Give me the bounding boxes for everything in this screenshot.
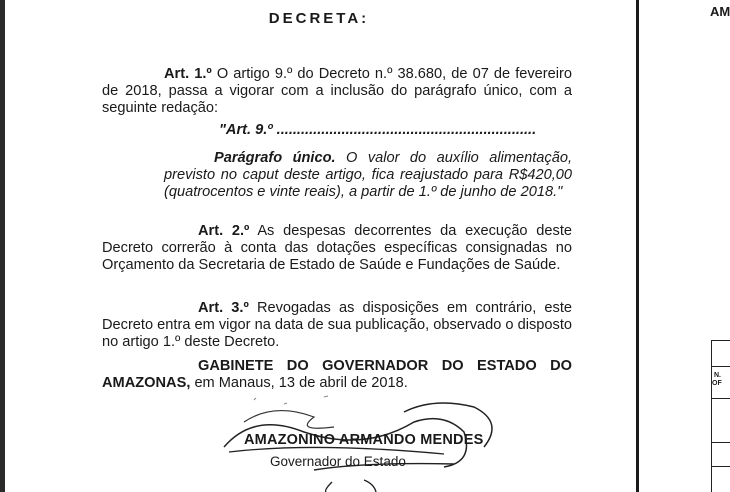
right-table-label-1: N. (714, 372, 721, 379)
article-2 (102, 223, 572, 274)
right-table-line-vertical (711, 340, 712, 492)
article-3-label: Art. 3.º (198, 300, 249, 316)
article-1 (102, 66, 572, 117)
article-1-label: Art. 1.º (164, 66, 212, 82)
quoted-art-ref (219, 122, 559, 139)
paragraph-label: Parágrafo único. (214, 150, 336, 166)
right-table-line-4 (711, 442, 730, 443)
decree-page (14, 0, 624, 492)
article-2-text: As despesas decorrentes da execução deste Decreto correrão à conta das dotações específicas consignadas no Orçamento da Secretaria de Estado de Saúde e Fundações de Saúde. (102, 223, 572, 273)
closing-paragraph (102, 358, 572, 392)
closing-bold: GABINETE DO GOVERNADOR DO ESTADO DO AMAZONAS, (102, 358, 572, 391)
right-column-title: AM (710, 4, 730, 19)
right-column (639, 0, 730, 492)
signatory-role: Governador do Estado (270, 454, 406, 469)
article-1-text: O artigo 9.º do Decreto n.º 38.680, de 07 de fevereiro de 2018, passa a vigorar com a inclusão do parágrafo único, com a seguinte redação: (102, 66, 572, 116)
right-table-line-top (711, 340, 730, 341)
quoted-paragraph (164, 150, 572, 201)
right-table-label-2: OF (712, 380, 722, 387)
article-2-label: Art. 2.º (198, 223, 250, 239)
closing-rest: em Manaus, 13 de abril de 2018. (194, 375, 408, 391)
right-table-line-5 (711, 466, 730, 467)
page-edge (0, 0, 5, 492)
right-table-line-2 (711, 366, 730, 367)
article-3 (102, 300, 572, 351)
signatory-name: AMAZONINO ARMANDO MENDES (244, 432, 484, 448)
quoted-art-ref-text: "Art. 9.º ................................................................ (219, 122, 537, 138)
decree-heading: DECRETA: (268, 10, 370, 27)
article-3-text: Revogadas as disposições em contrário, este Decreto entra em vigor na data de sua publicação, observado o disposto no artigo 1.º deste Decreto. (102, 300, 572, 350)
paragraph-text: O valor do auxílio alimentação, previsto no caput deste artigo, fica reajustado para R$420,00 (quatrocentos e vinte reais), a partir de 1.º de junho de 2018." (164, 150, 573, 200)
right-table-line-3 (711, 398, 730, 399)
